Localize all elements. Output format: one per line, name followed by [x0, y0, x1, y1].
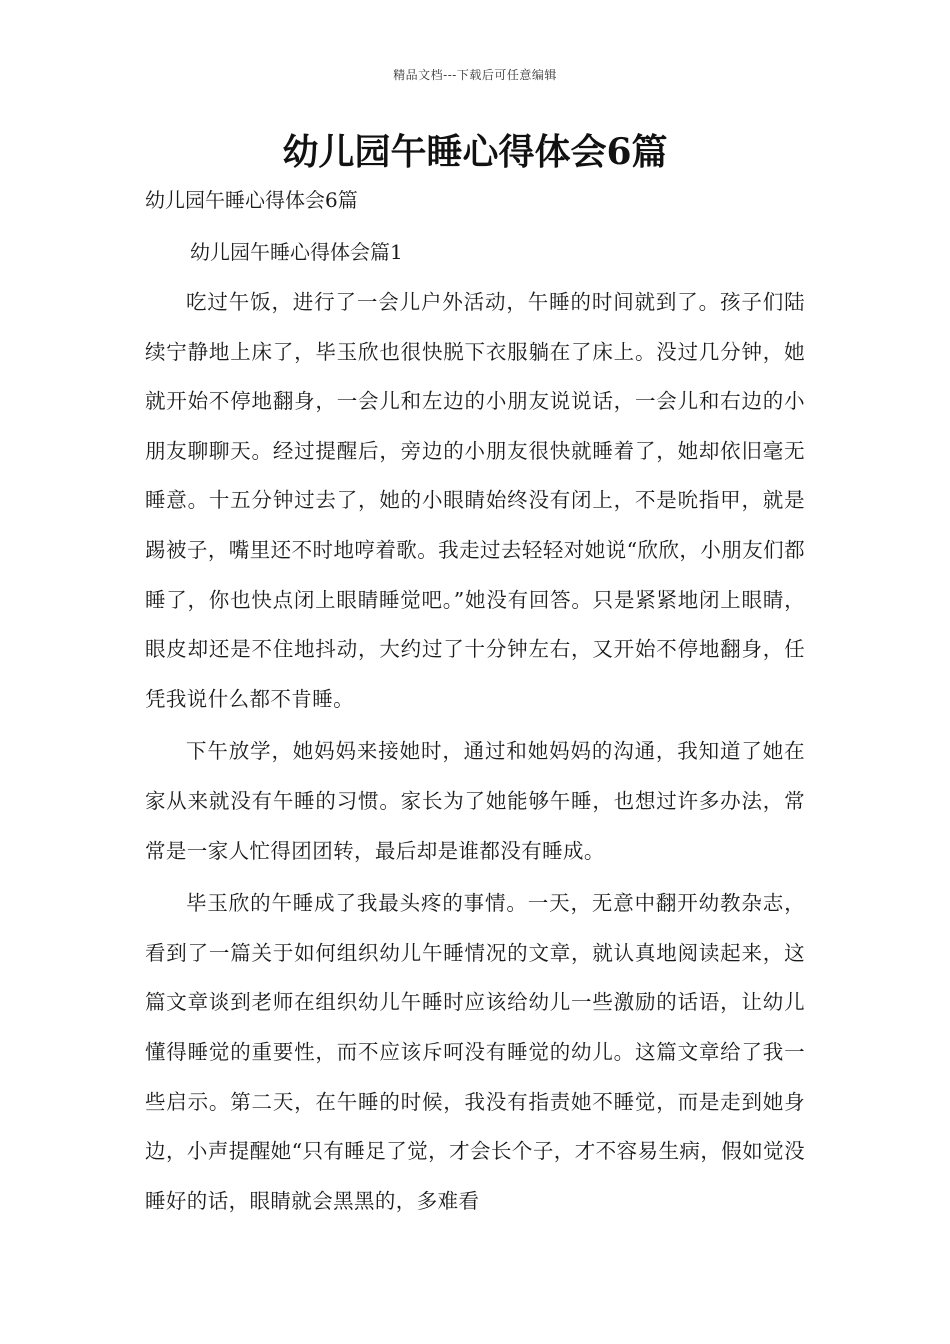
body-paragraph: 吃过午饭，进行了一会儿户外活动，午睡的时间就到了。孩子们陆续宁静地上床了，毕玉欣也很快脱下衣服躺在了床上。没过几分钟，她就开始不停地翻身，一会儿和左边的小朋友说说话，一会儿和右边的小朋友聊聊天。经过提醒后，旁边的小朋友很快就睡着了，她却依旧毫无睡意。十五分钟过去了，她的小眼睛始终没有闭上，不是吮指甲，就是踢被子，嘴里还不时地哼着歌。我走过去轻轻对她说“欣欣，小朋友们都睡了，你也快点闭上眼睛睡觉吧。”她没有回答。只是紧紧地闭上眼睛，眼皮却还是不住地抖动，大约过了十分钟左右，又开始不停地翻身，任凭我说什么都不肯睡。 [145, 290, 805, 711]
document-subtitle: 幼儿园午睡心得体会6篇 [145, 188, 358, 212]
document-body [145, 278, 805, 1229]
header-note: 精品文档---下载后可任意编辑 [393, 68, 557, 82]
section-heading: 幼儿园午睡心得体会篇1 [190, 240, 403, 264]
document-title: 幼儿园午睡心得体会6篇 [282, 131, 668, 173]
body-paragraph: 毕玉欣的午睡成了我最头疼的事情。一天，无意中翻开幼教杂志，看到了一篇关于如何组织幼儿午睡情况的文章，就认真地阅读起来，这篇文章谈到老师在组织幼儿午睡时应该给幼儿一些激励的话语，让幼儿懂得睡觉的重要性，而不应该斥呵没有睡觉的幼儿。这篇文章给了我一些启示。第二天，在午睡的时候，我没有指责她不睡觉，而是走到她身边，小声提醒她“只有睡足了觉，才会长个子，才不容易生病，假如觉没睡好的话，眼睛就会黑黑的，多难看 [145, 891, 805, 1213]
body-paragraph: 下午放学，她妈妈来接她时，通过和她妈妈的沟通，我知道了她在家从来就没有午睡的习惯。家长为了她能够午睡，也想过许多办法，常常是一家人忙得团团转，最后却是谁都没有睡成。 [145, 739, 805, 863]
